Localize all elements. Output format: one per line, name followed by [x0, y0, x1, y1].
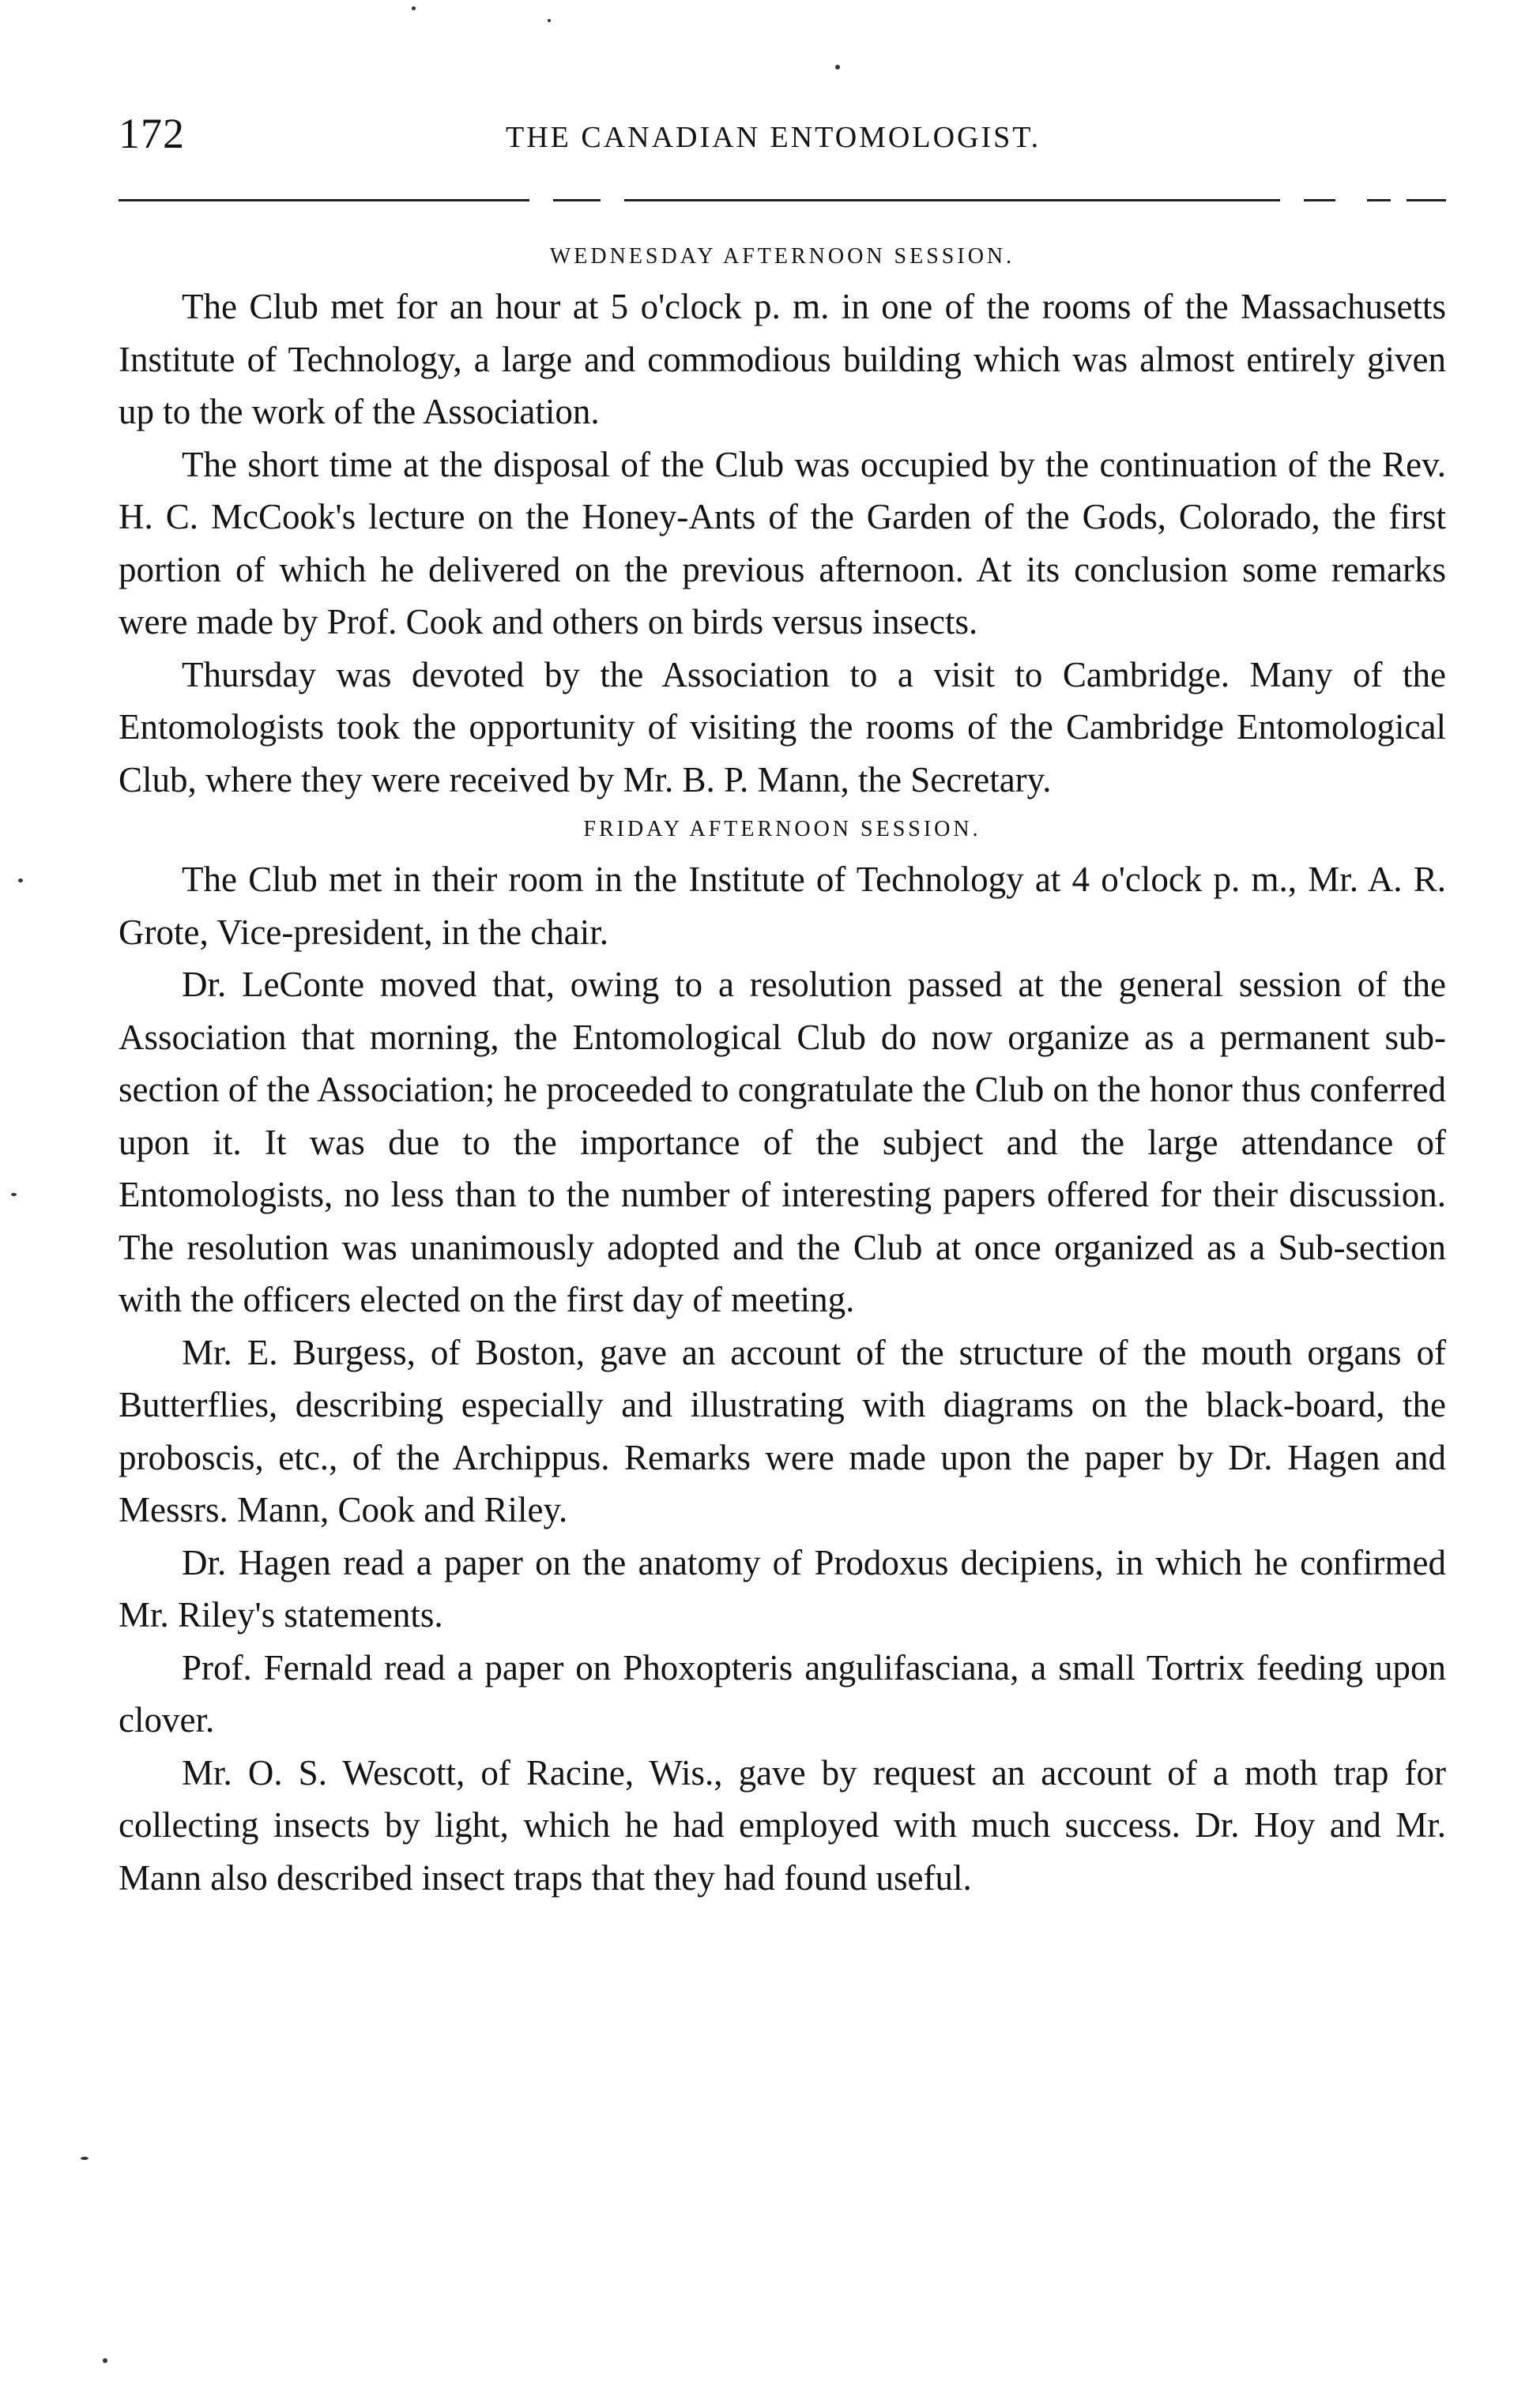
- paragraph: The short time at the disposal of the Club was occupied by the continuation of the Rev. H. C. McCook's lecture on the Honey-Ants of the Garden of the Gods, Colorado, the first portion of which he delivered on the previous afternoon. At its conclusion some remarks were made by Prof. Cook and others on birds versus insects.: [119, 444, 1446, 642]
- body-text: [119, 233, 1446, 1904]
- speck-mark: [81, 2157, 89, 2160]
- speck-mark: [412, 6, 416, 10]
- header-rule: [119, 199, 1446, 201]
- paragraph: The Club met for an hour at 5 o'clock p. m. in one of the rooms of the Massachusetts Institute of Technology, a large and commodious building which was almost entirely given up to the work of the Association.: [119, 287, 1446, 431]
- speck-mark: [835, 65, 840, 70]
- paragraph: Mr. O. S. Wescott, of Racine, Wis., gave by request an account of a moth trap for collecting insects by light, which he had employed with much success. Dr. Hoy and Mr. Mann also described insect traps that they had found useful.: [119, 1752, 1446, 1898]
- paragraph: Dr. LeConte moved that, owing to a resolution passed at the general session of the Association that morning, the Entomological Club do now organize as a permanent sub-section of the Association; he proceeded to congratulate the Club on the honor thus conferred upon it. It was due to the importance of the subject and the large attendance of Entomologists, no less than to the number of interesting papers offered for their discussion. The resolution was unanimously adopted and the Club at once organized as a Sub-section with the officers elected on the first day of meeting.: [119, 965, 1446, 1319]
- page-number: 172: [119, 110, 185, 157]
- page-header: [119, 109, 1446, 172]
- section-heading-wednesday: WEDNESDAY AFTERNOON SESSION.: [549, 244, 1015, 269]
- speck-mark: [18, 879, 23, 882]
- paragraph: The Club met in their room in the Institute of Technology at 4 o'clock p. m., Mr. A. R. Grote, Vice-president, in the chair.: [119, 860, 1446, 952]
- section-heading-friday: FRIDAY AFTERNOON SESSION.: [583, 817, 981, 841]
- paragraph: Dr. Hagen read a paper on the anatomy of Prodoxus decipiens, in which he confirmed Mr. Riley's statements.: [119, 1542, 1446, 1635]
- running-title: THE CANADIAN ENTOMOLOGIST.: [506, 121, 1041, 154]
- paragraph: Mr. E. Burgess, of Boston, gave an account of the structure of the mouth organs of Butterflies, describing especially and illustrating with diagrams on the black-board, the proboscis, etc., of the Archippus. Remarks were made upon the paper by Dr. Hagen and Messrs. Mann, Cook and Riley.: [119, 1332, 1446, 1529]
- speck-mark: [548, 19, 551, 22]
- speck-mark: [11, 1193, 17, 1196]
- paragraph: Prof. Fernald read a paper on Phoxopteris angulifasciana, a small Tortrix feeding upon clover.: [119, 1647, 1446, 1740]
- speck-mark: [103, 2358, 107, 2363]
- paragraph: Thursday was devoted by the Association to a visit to Cambridge. Many of the Entomologists took the opportunity of visiting the rooms of the Cambridge Entomological Club, where they were received by Mr. B. P. Mann, the Secretary.: [119, 654, 1446, 800]
